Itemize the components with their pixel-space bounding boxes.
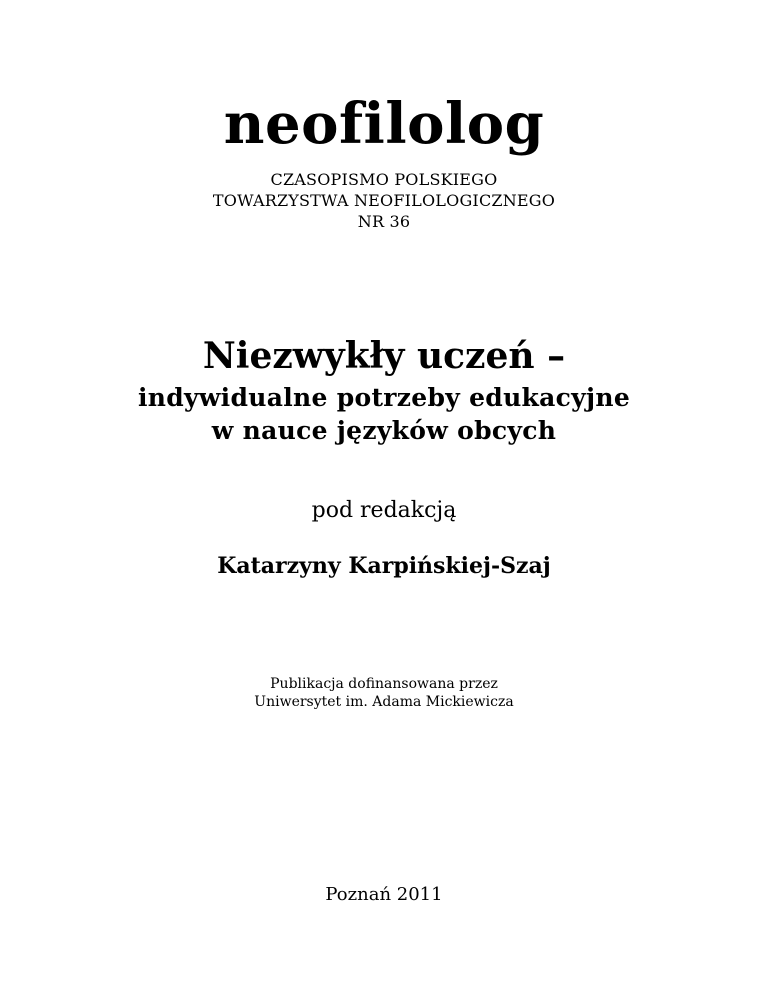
journal-subtitle-line-1: CZASOPISMO POLSKIEGO xyxy=(270,170,498,189)
place-and-year: Poznań 2011 xyxy=(325,884,443,905)
book-title: Niezwykły uczeń – xyxy=(202,335,566,377)
funding-note-line-2: Uniwersytet im. Adama Mickiewicza xyxy=(254,694,514,710)
journal-title: neofilolog xyxy=(223,91,545,157)
journal-subtitle-line-2: TOWARZYSTWA NEOFILOLOGICZNEGO xyxy=(212,191,556,210)
funding-note-line-1: Publikacja dofinansowana przez xyxy=(270,676,498,692)
editor-name: Katarzyny Karpińskiej-Szaj xyxy=(217,553,551,579)
editor-intro: pod redakcją xyxy=(311,498,457,523)
journal-issue-number: NR 36 xyxy=(357,212,411,231)
book-subtitle-line-2: w nauce języków obcych xyxy=(211,416,557,445)
book-subtitle-line-1: indywidualne potrzeby edukacyjne xyxy=(137,383,631,412)
